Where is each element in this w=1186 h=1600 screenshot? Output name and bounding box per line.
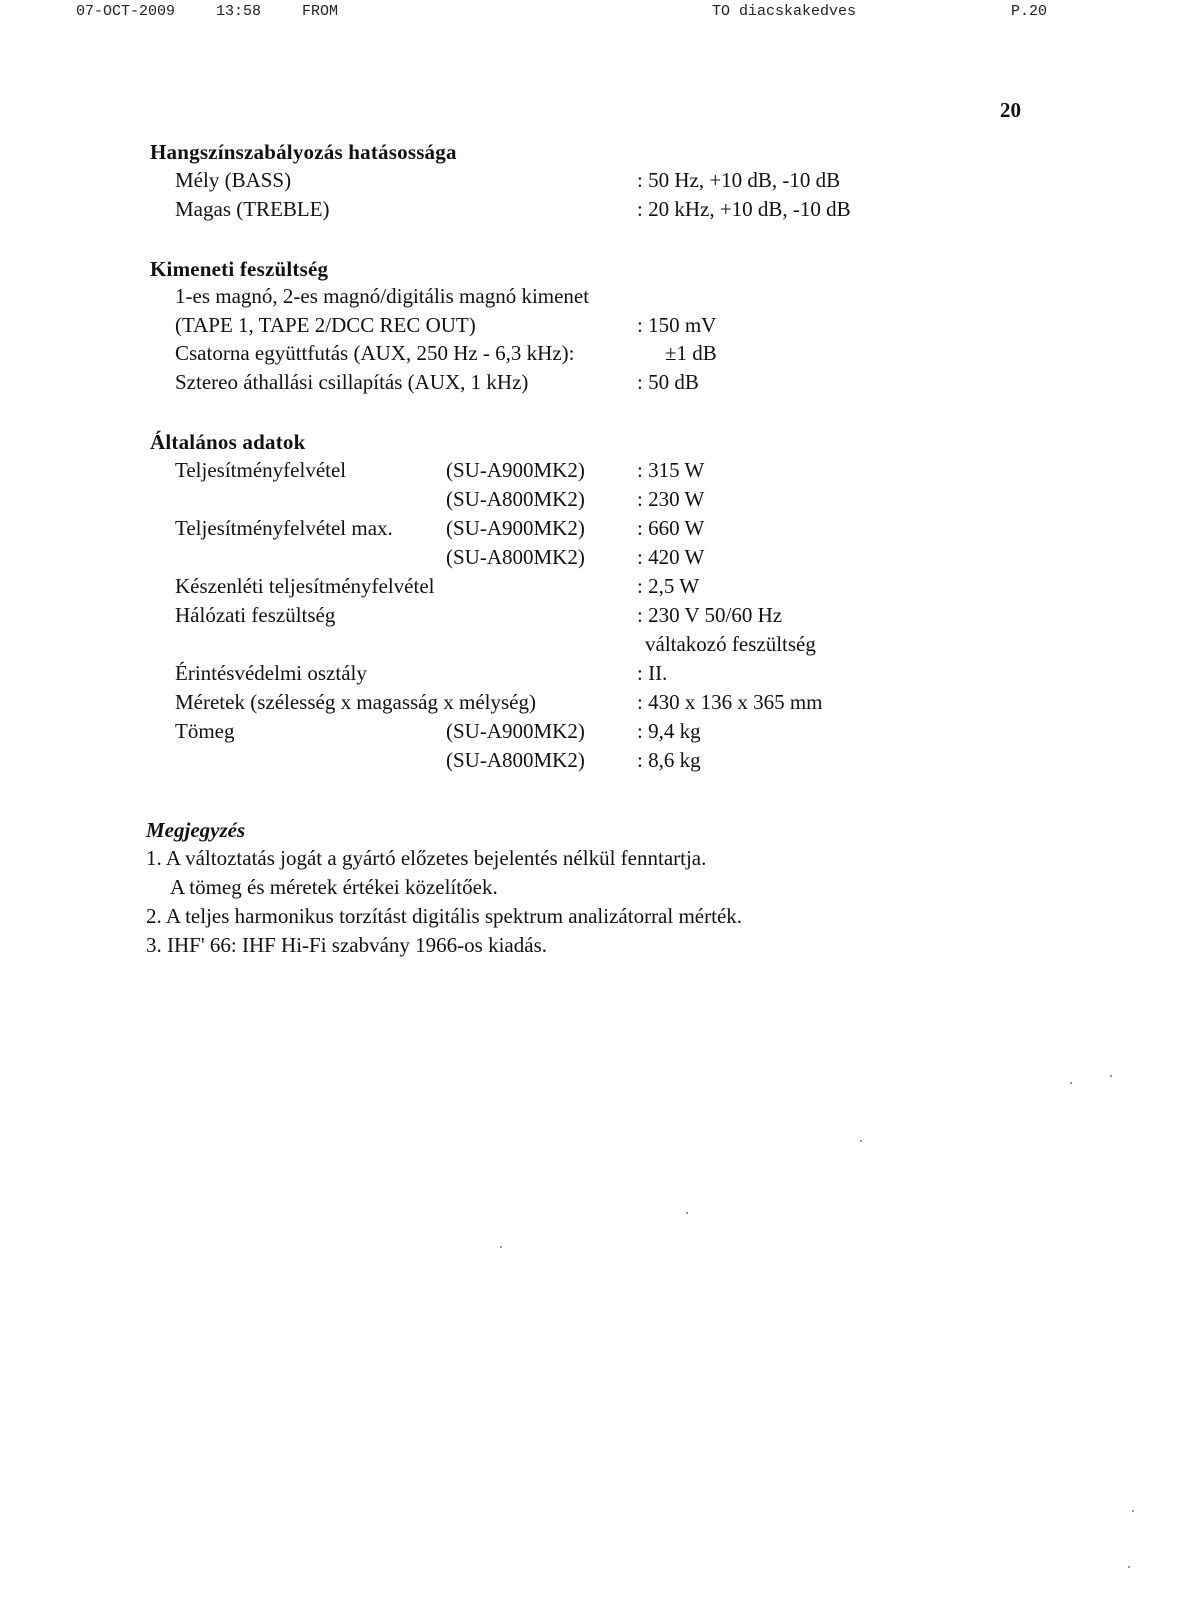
spec-model: (SU-A800MK2) — [446, 487, 585, 511]
spec-value: ±1 dB — [665, 341, 717, 365]
spec-value: : 50 Hz, +10 dB, -10 dB — [637, 168, 841, 192]
scan-speck — [1070, 1082, 1072, 1084]
spec-label: Hálózati feszültség — [175, 603, 336, 627]
spec-value: : 430 x 136 x 365 mm — [637, 690, 823, 714]
section-title-general-data: Általános adatok — [150, 430, 306, 454]
section-title-output-voltage: Kimeneti feszültség — [150, 257, 329, 281]
spec-label: (TAPE 1, TAPE 2/DCC REC OUT) — [175, 313, 476, 337]
fax-time: 13:58 — [216, 3, 262, 20]
fax-to: TO diacskakedves — [712, 3, 857, 20]
note-line: A tömeg és méretek értékei közelítőek. — [170, 875, 498, 899]
note-line: 1. A változtatás jogát a gyártó előzetes bejelentés nélkül fenntartja. — [146, 846, 707, 870]
page-number: 20 — [1000, 98, 1021, 122]
spec-label: Teljesítményfelvétel max. — [175, 516, 393, 540]
fax-date: 07-OCT-2009 — [76, 3, 176, 20]
fax-header — [0, 0, 1186, 24]
spec-value: váltakozó feszültség — [645, 632, 816, 656]
spec-model: (SU-A900MK2) — [446, 719, 585, 743]
spec-value: : 2,5 W — [637, 574, 700, 598]
scan-speck — [1132, 1510, 1134, 1512]
spec-model: (SU-A900MK2) — [446, 458, 585, 482]
spec-value: : 315 W — [637, 458, 705, 482]
spec-value: : II. — [637, 661, 668, 685]
spec-value: : 420 W — [637, 545, 705, 569]
scan-speck — [860, 1140, 862, 1142]
section-title-tone-control: Hangszínszabályozás hatásossága — [150, 140, 457, 164]
spec-value: : 230 W — [637, 487, 705, 511]
spec-label: Magas (TREBLE) — [175, 197, 330, 221]
spec-value: : 50 dB — [637, 370, 699, 394]
spec-value: : 8,6 kg — [637, 748, 701, 772]
scan-speck — [1110, 1075, 1112, 1077]
scan-speck — [1128, 1566, 1130, 1568]
spec-label: Sztereo áthallási csillapítás (AUX, 1 kHz) — [175, 370, 529, 394]
notes-title: Megjegyzés — [146, 818, 246, 842]
spec-label: 1-es magnó, 2-es magnó/digitális magnó kimenet — [175, 284, 590, 308]
spec-value: : 230 V 50/60 Hz — [637, 603, 783, 627]
spec-model: (SU-A900MK2) — [446, 516, 585, 540]
scan-speck — [500, 1246, 502, 1248]
spec-label: Készenléti teljesítményfelvétel — [175, 574, 435, 598]
spec-label: Teljesítményfelvétel — [175, 458, 347, 482]
spec-label: Méretek (szélesség x magasság x mélység) — [175, 690, 536, 714]
scan-speck — [686, 1212, 688, 1214]
note-line: 3. IHF' 66: IHF Hi-Fi szabvány 1966-os kiadás. — [146, 933, 547, 957]
spec-label: Tömeg — [175, 719, 235, 743]
spec-value: : 660 W — [637, 516, 705, 540]
fax-from: FROM — [302, 3, 339, 20]
spec-model: (SU-A800MK2) — [446, 545, 585, 569]
spec-label: Csatorna együttfutás (AUX, 250 Hz - 6,3 kHz): — [175, 341, 575, 365]
spec-model: (SU-A800MK2) — [446, 748, 585, 772]
spec-label: Mély (BASS) — [175, 168, 292, 192]
spec-value: : 150 mV — [637, 313, 717, 337]
spec-label: Érintésvédelmi osztály — [175, 661, 367, 685]
spec-value: : 9,4 kg — [637, 719, 701, 743]
fax-page: P.20 — [1011, 3, 1048, 20]
spec-value: : 20 kHz, +10 dB, -10 dB — [637, 197, 851, 221]
note-line: 2. A teljes harmonikus torzítást digitális spektrum analizátorral mérték. — [146, 904, 743, 928]
